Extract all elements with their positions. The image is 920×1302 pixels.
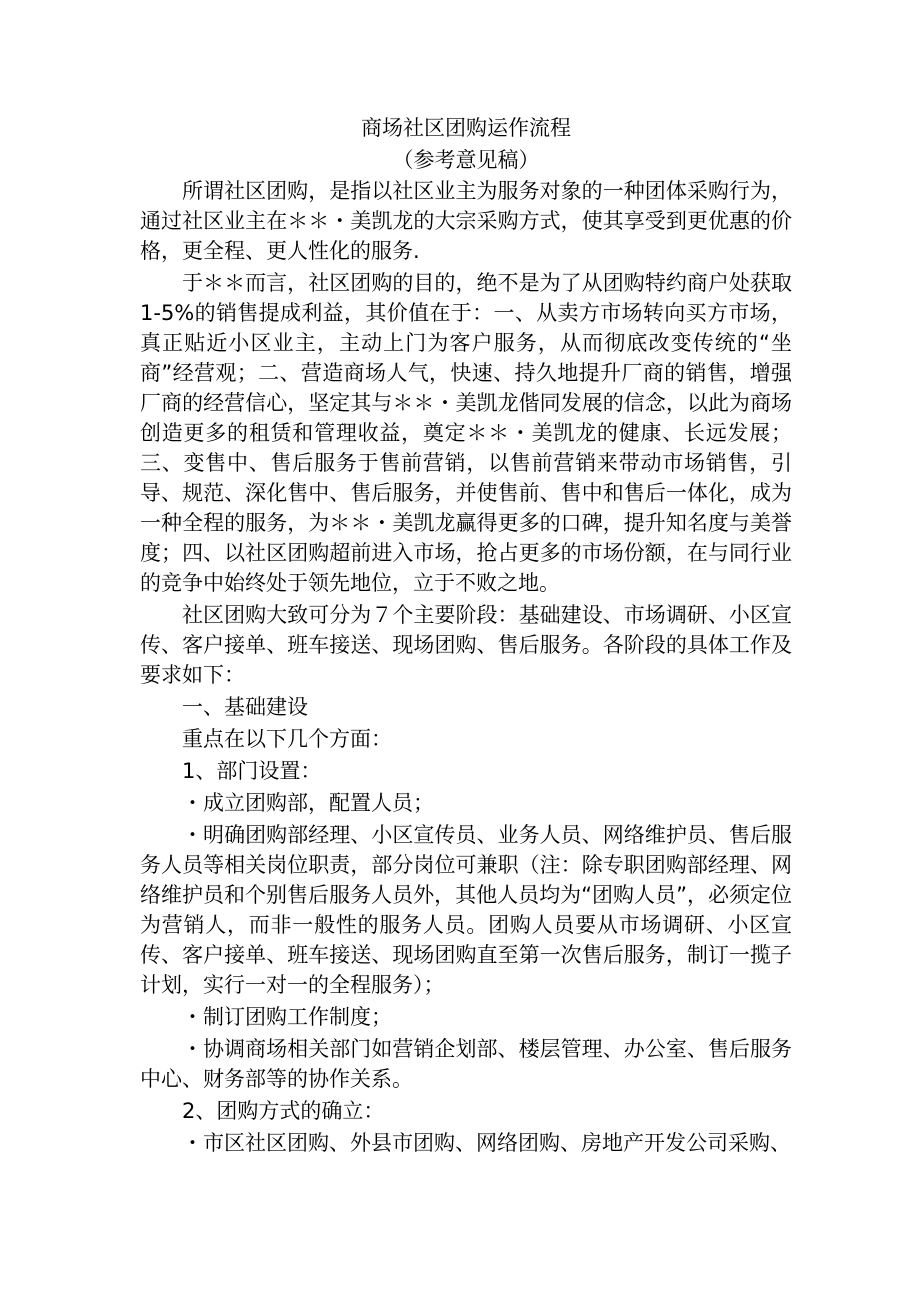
subsection-department-setup: 1、部门设置： [182, 759, 322, 783]
paragraph-purpose: 于＊＊而言，社区团购的目的，绝不是为了从团购特约商户处获取1-5%的销售提成利益，其价值在于：一、从卖方市场转向买方市场，真正贴近小区业主，主动上门为客户服务，从而彻底改变传统的“坐商”经营观；二、营造商场人气，快速、持久地提升厂商的销售，增强厂商的经营信心，坚定其与＊＊・美凯龙偕同发展的信念，以此为商场创造更多的租赁和管理收益，奠定＊＊・美凯龙的健康、长远发展；三、变售中、售后服务于售前营销，以售前营销来带动市场销售，引导、规范、深化售中、售后服务，并使售前、售中和售后一体化，成为一种全程的服务，为＊＊・美凯龙赢得更多的口碑，提升知名度与美誉度；四、以社区团购超前进入市场，抢占更多的市场份额，在与同行业的竞争中始终处于领先地位，立于不败之地。 [140, 271, 792, 595]
paragraph-definition: 所谓社区团购，是指以社区业主为服务对象的一种团体采购行为，通过社区业主在＊＊・美凯龙的大宗采购方式，使其享受到更优惠的价格，更全程、更人性化的服务. [140, 179, 792, 263]
document-title: 商场社区团购运作流程 [361, 116, 571, 140]
bullet-work-rules: ・制订团购工作制度； [182, 1005, 392, 1029]
document-subtitle: （参考意见稿） [392, 148, 540, 172]
section-heading-infrastructure: 一、基础建设 [182, 695, 308, 719]
bullet-establish-department: ・成立团购部，配置人员； [182, 791, 434, 815]
bullet-purchase-methods: ・市区社区团购、外县市团购、网络团购、房地产开发公司采购、 [182, 1131, 791, 1155]
subsection-purchase-methods: 2、团购方式的确立： [182, 1099, 385, 1123]
document-page [140, 112, 792, 1158]
bullet-coordinate-departments: ・协调商场相关部门如营销企划部、楼层管理、办公室、售后服务中心、财务部等的协作关系。 [140, 1037, 792, 1091]
paragraph-focus: 重点在以下几个方面： [182, 727, 392, 751]
bullet-define-roles: ・明确团购部经理、小区宣传员、业务人员、网络维护员、售后服务人员等相关岗位职责，部分岗位可兼职（注：除专职团购部经理、网络维护员和个别售后服务人员外，其他人员均为“团购人员”，必须定位为营销人，而非一般性的服务人员。团购人员要从市场调研、小区宣传、客户接单、班车接送、现场团购直至第一次售后服务，制订一揽子计划，实行一对一的全程服务）； [140, 823, 792, 997]
paragraph-stages: 社区团购大致可分为７个主要阶段：基础建设、市场调研、小区宣传、客户接单、班车接送、现场团购、售后服务。各阶段的具体工作及要求如下： [140, 603, 792, 687]
